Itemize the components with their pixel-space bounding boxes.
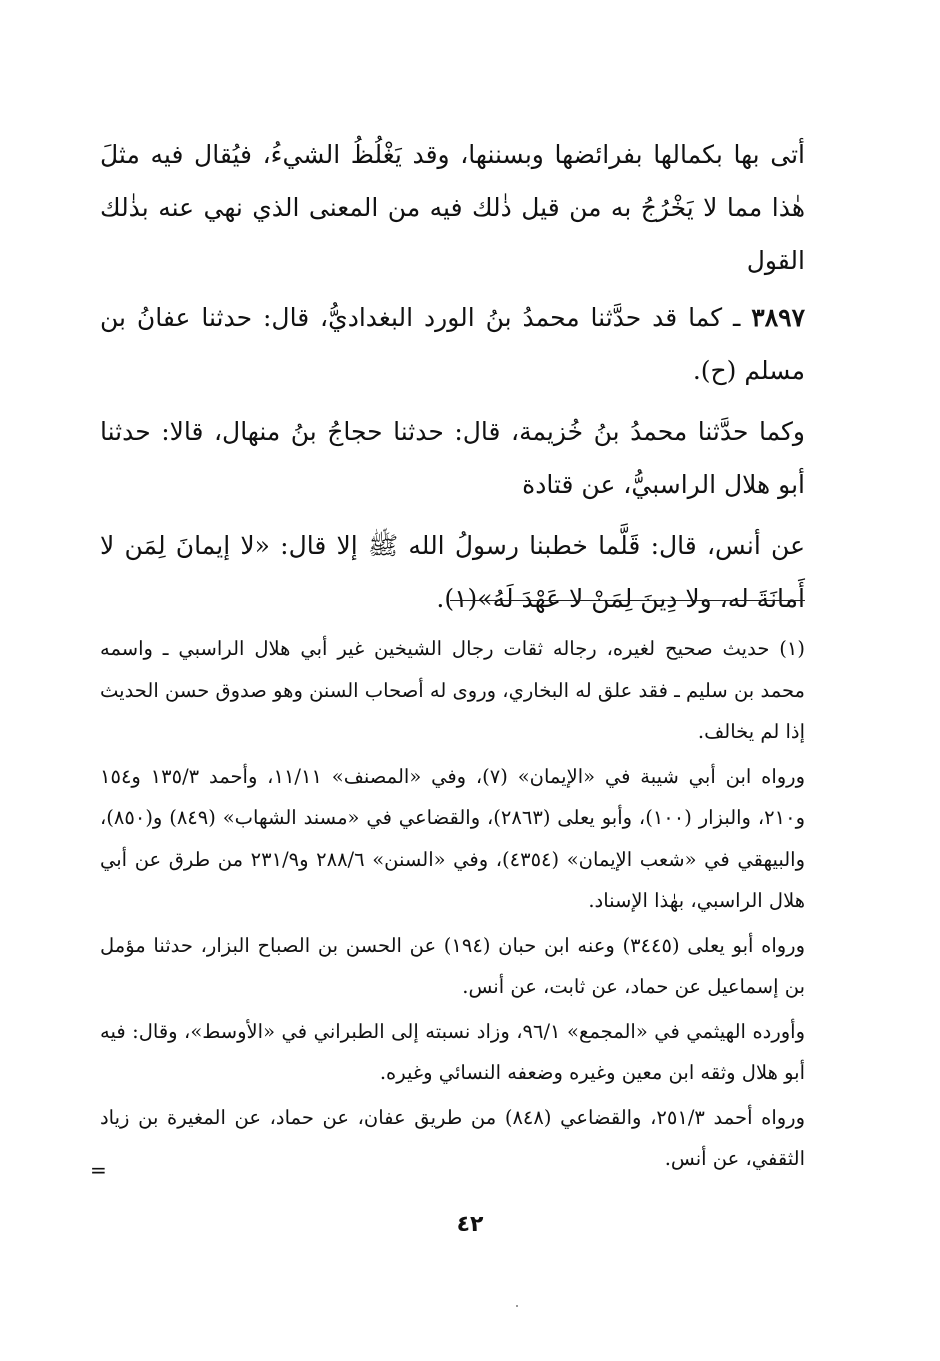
page-number: ٤٢ (456, 1212, 484, 1237)
footnote-paragraph: وأورده الهيثمي في «المجمع» ٩٦/١، وزاد نسبته إلى الطبراني في «الأوسط»، وقال: فيه أبو هلال وثقه ابن معين وغيره وضعفه النسائي وغيره. (100, 1019, 806, 1084)
main-paragraph-3: وكما حدَّثنا محمدُ بنُ خُزيمة، قال: حدثنا حجاجُ بنُ منهال، قالا: حدثنا أبو هلال الراسبيُّ، عن قتادة (100, 417, 805, 499)
footnote-paragraph: ورواه ابن أبي شيبة في «الإيمان» (٧)، وفي «المصنف» ١١/١١، وأحمد ١٣٥/٣ و١٥٤ و٢١٠، والبزار (١٠٠)، وأبو يعلى (٢٨٦٣)، والقضاعي في «مسند الشهاب» (٨٤٩) و(٨٥٠)، والبيهقي في «شعب الإيمان» (٤٣٥٤)، وفي «السنن» ٢٨٨/٦ و٢٣١/٩ من طرق عن أبي هلال الراسبي، بهٰذا الإسناد. (100, 764, 805, 912)
main-paragraph-2-text: ـ كما قد حدَّثنا محمدُ بنُ الورد البغداديُّ، قال: حدثنا عفانُ بن مسلم (ح). (100, 303, 805, 385)
hadith-number: ٣٨٩٧ (751, 303, 805, 332)
main-paragraph-2 (100, 291, 805, 397)
footnote-paragraph: (١) حديث صحيح لغيره، رجاله ثقات رجال الشيخين غير أبي هلال الراسبي ـ واسمه محمد بن سليم ـ فقد علق له البخاري، وروى له أصحاب السنن وهو صدوق حسن الحديث إذا لم يخالف. (100, 637, 805, 743)
main-paragraph-4: عن أنس، قال: قَلَّما خطبنا رسولُ الله ﷺ إلا قال: «لا إيمانَ لِمَن لا أَمانَةَ له، ولا دِينَ لِمَنْ لا عَهْدَ لَهُ»(١). (100, 531, 805, 613)
footnote-divider (450, 600, 805, 601)
footnotes (100, 628, 805, 1183)
scan-speck (516, 1305, 518, 1307)
continuation-mark: = (90, 1158, 107, 1182)
footnote-paragraph: ورواه أبو يعلى (٣٤٤٥) وعنه ابن حبان (١٩٤) عن الحسن بن الصباح البزار، حدثنا مؤمل بن إسماعيل عن حماد، عن ثابت، عن أنس. (100, 933, 805, 998)
footnote-paragraph: ورواه أحمد ٢٥١/٣، والقضاعي (٨٤٨) من طريق عفان، عن حماد، عن المغيرة بن زياد الثقفي، عن أنس. (100, 1105, 805, 1170)
main-paragraph-1: أتى بها بكمالها بفرائضها وبسننها، وقد يَغْلُظُ الشيءُ، فيُقال فيه مثلَ هٰذا مما لا يَخْرُجُ به من قيل ذٰلك فيه من المعنى الذي نهي عنه بذٰلك القول (100, 140, 805, 275)
main-text (100, 128, 805, 633)
